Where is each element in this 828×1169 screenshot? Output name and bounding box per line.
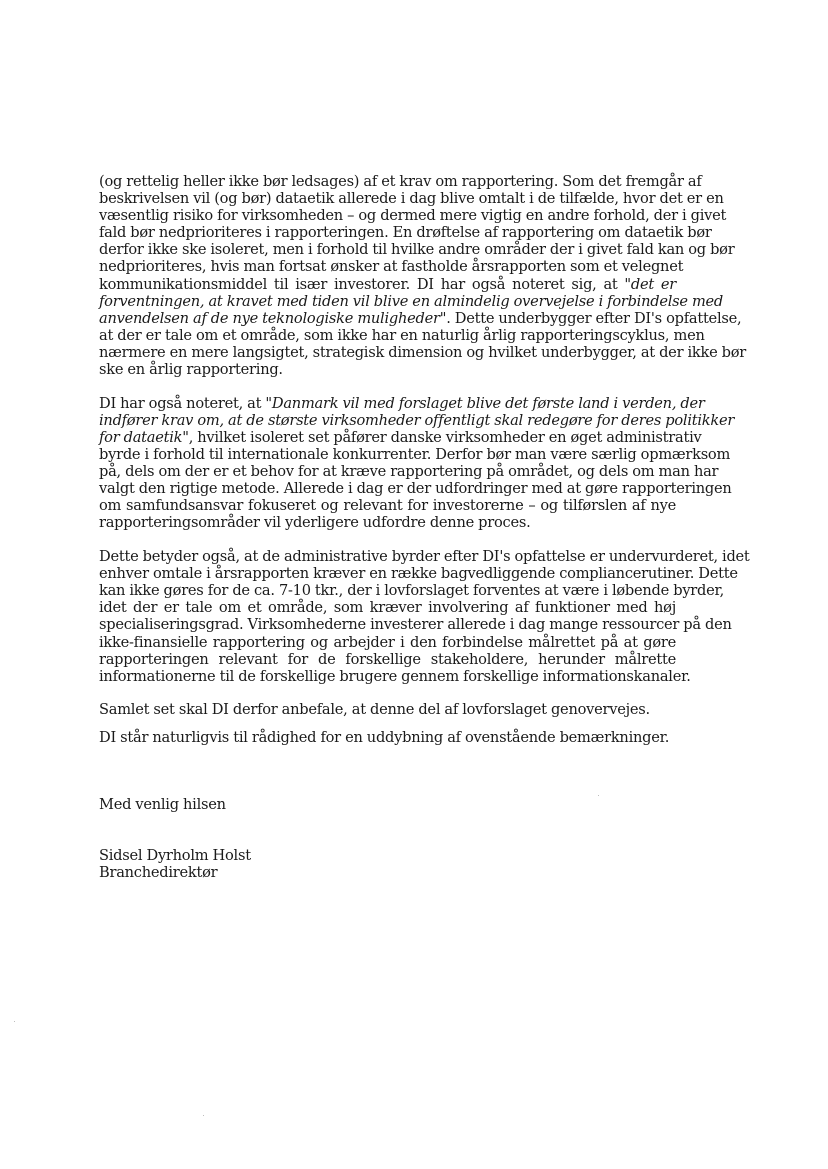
text-line [99, 701, 676, 718]
scan-speck [203, 1115, 204, 1116]
text-run: ". Dette underbygger efter DI's opfattelse, [439, 309, 742, 327]
spacer [99, 756, 676, 796]
text-run: specialiseringsgrad. Virksomhederne investerer allerede i dag mange ressourcer på den [99, 616, 732, 634]
text-line [99, 729, 676, 746]
closing-greeting: Med venlig hilsen [99, 795, 226, 813]
text-line [99, 667, 691, 685]
text-run: DI har også noteret, at " [99, 394, 272, 412]
text-run: idet der er tale om et område, som kræver involvering af funktioner med høj [99, 599, 676, 617]
text-run: Dette betyder også, at de administrative byrder efter DI's opfattelse er undervurderet, idet [99, 548, 750, 566]
text-line [99, 514, 676, 531]
text-line [99, 309, 742, 327]
text-line [99, 343, 747, 361]
text-line [99, 565, 738, 583]
italic-quote: forventningen, at kravet med tiden vil blive en almindelig overvejelse i forbindelse med [99, 292, 724, 310]
text-line [99, 292, 724, 310]
text-run: Samlet set skal DI derfor anbefale, at denne del af lovforslaget genovervejes. [99, 701, 650, 719]
text-run: væsentlig risiko for virksomheden – og dermed mere vigtig en andre forhold, der i givet [99, 207, 727, 225]
letter-body [99, 173, 750, 881]
text-run: enhver omtale i årsrapporten kræver en række bagvedliggende compliancerutiner. Dette [99, 565, 738, 583]
text-run: (og rettelig heller ikke bør ledsages) af et krav om rapportering. Som det fremgår af [99, 173, 702, 190]
spacer [99, 813, 676, 847]
text-run: DI står naturligvis til rådighed for en uddybning af ovenstående bemærkninger. [99, 728, 670, 746]
text-run: at der er tale om et område, som ikke har en naturlig årlig rapporteringscyklus, men [99, 326, 705, 344]
text-line [99, 207, 727, 225]
text-line [99, 276, 676, 293]
text-line [99, 599, 676, 616]
text-line [99, 582, 725, 600]
text-line [99, 394, 705, 412]
text-line [99, 634, 676, 651]
paragraph [99, 548, 750, 685]
text-run: ikke-finansielle rapportering og arbejder i den forbindelse målrettet på at gøre [99, 633, 676, 651]
italic-quote: Danmark vil med forslaget blive det første land i verden, der [271, 394, 705, 412]
text-run: beskrivelsen vil (og bør) dataetik allerede i dag blive omtalt i de tilfælde, hvor det er en [99, 190, 724, 208]
text-run: nærmere en mere langsigtet, strategisk dimension og hvilket underbygger, at der ikke bør [99, 343, 747, 361]
text-line [99, 411, 735, 429]
text-line [99, 497, 676, 514]
paragraph-list [99, 173, 750, 746]
paragraph [99, 729, 676, 746]
italic-quote: det er [630, 275, 676, 293]
text-line [99, 616, 732, 634]
text-run: rapporteringen relevant for de forskellige stakeholdere, herunder målrette [99, 650, 676, 668]
text-line [99, 190, 724, 208]
text-line [99, 651, 676, 668]
paragraph [99, 701, 676, 718]
text-run: kommunikationsmiddel til især investorer. DI har også noteret sig, at " [99, 275, 631, 293]
paragraph [99, 173, 747, 379]
scan-speck [598, 795, 599, 796]
text-line [99, 480, 732, 498]
text-run: ", hvilket isoleret set påfører danske virksomheder en øget administrativ [182, 428, 702, 446]
text-line [99, 428, 702, 446]
text-run: på, dels om der er et behov for at kræve rapportering på området, og dels om man har [99, 463, 719, 481]
text-run: byrde i forhold til internationale konkurrenter. Derfor bør man være særlig opmærksom [99, 446, 731, 463]
text-line [99, 463, 719, 481]
paragraph [99, 394, 735, 532]
text-line [99, 258, 684, 276]
text-run: fald bør nedprioriteres i rapporteringen. En drøftelse af rapportering om dataetik bør [99, 224, 712, 242]
text-line [99, 548, 750, 566]
text-run: om samfundsansvar fokuseret og relevant for investorerne – og tilførslen af nye [99, 497, 676, 515]
text-line [99, 446, 731, 463]
text-line [99, 173, 702, 190]
text-run: derfor ikke ske isoleret, men i forhold til hvilke andre områder der i givet fald kan og bør [99, 241, 735, 259]
text-run: ske en årlig rapportering. [99, 361, 283, 379]
text-line [99, 326, 705, 344]
text-run: valgt den rigtige metode. Allerede i dag er der udfordringer med at gøre rapporteringen [99, 480, 732, 498]
text-line [99, 361, 676, 378]
signatory-name: Sidsel Dyrholm Holst [99, 846, 251, 864]
scan-speck [14, 1021, 15, 1022]
text-run: kan ikke gøres for de ca. 7-10 tkr., der i lovforslaget forventes at være i løbende byrder, [99, 582, 725, 600]
italic-quote: anvendelsen af de nye teknologiske muligheder [99, 309, 440, 327]
italic-quote: indfører krav om, at de største virksomheder offentligt skal redegøre for deres politikker [99, 411, 735, 429]
text-line [99, 241, 735, 259]
signatory-title: Branchedirektør [99, 863, 218, 881]
text-run: rapporteringsområder vil yderligere udfordre denne proces. [99, 514, 531, 532]
italic-quote: for dataetik [99, 428, 183, 446]
text-run: nedprioriteres, hvis man fortsat ønsker at fastholde årsrapporten som et velegnet [99, 258, 684, 276]
text-line [99, 224, 712, 242]
text-run: informationerne til de forskellige brugere gennem forskellige informationskanaler. [99, 667, 691, 685]
